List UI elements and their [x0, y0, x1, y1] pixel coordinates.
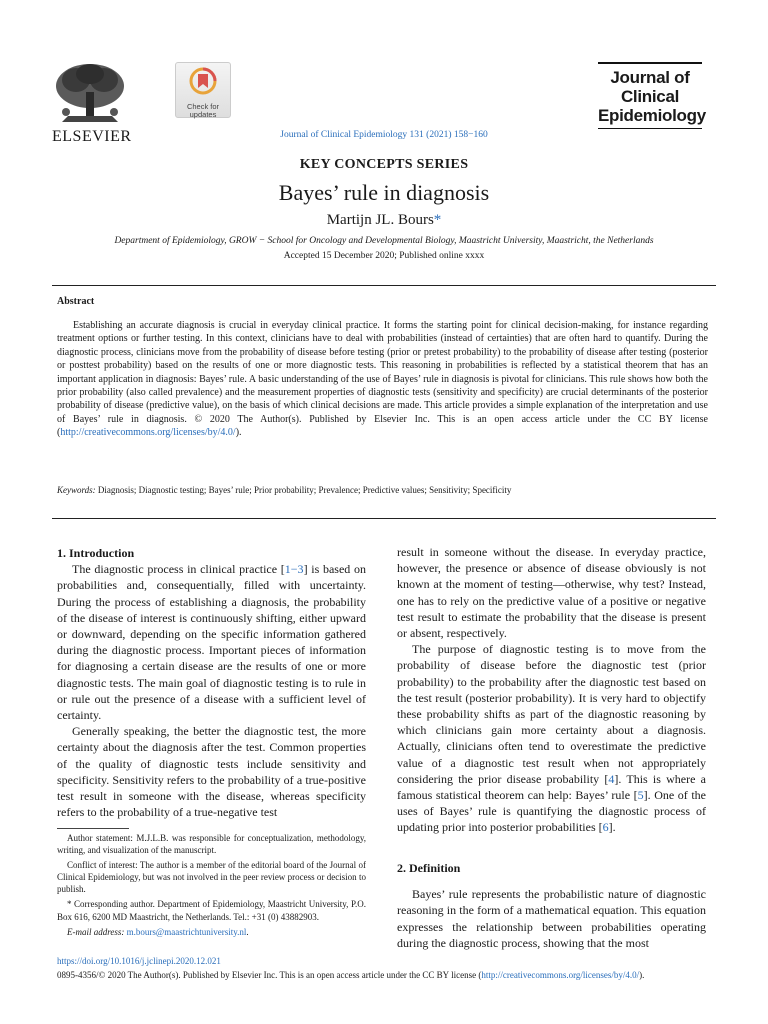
publication-dates: Accepted 15 December 2020; Published online xxxx — [283, 251, 485, 261]
text: ]. This is where a famous statistical theorem can help: Bayes’ rule [ — [397, 771, 707, 803]
affiliation: Department of Epidemiology, GROW − School for Oncology and Developmental Biology, Maastricht University, Maastricht, the Netherlands — [114, 236, 654, 246]
paragraph: result in someone without the disease. In everyday practice, however, the presence or absence of disease obviously is not known at the moment of testing—otherwise, why test? Instead, one has to rely on the predictive value of a positive or negative test result to estimate the probability that the disease is present or absent, respectively. — [397, 545, 706, 641]
text: ] is based on probabilities and, consequentially, filled with uncertainty. During the process of establishing a diagnosis, the probability of the disease of interest is continuously shifting, either upward or downward, depending on the specific information gathered during the diagnostic process. Important pieces of information for diagnosing a certain disease are the results of one or more diagnostic tests. The main goal of diagnostic testing is to rule in or rule out the presence of a disease with a sufficient level of certainty. — [57, 562, 366, 723]
author-text: Martijn JL. Bours — [326, 212, 434, 228]
check-updates-label: Check for — [186, 102, 220, 111]
paragraph — [397, 641, 706, 835]
email-link[interactable]: m.bours@maastrichtuniversity.nl — [126, 926, 247, 937]
article-title: Bayes’ rule in diagnosis — [278, 180, 490, 205]
journal-logo — [598, 62, 706, 129]
copyright-line — [57, 969, 712, 981]
paragraph: Bayes’ rule represents the probabilistic nature of diagnostic reasoning in the form of a mathematical equation. This equation expresses the relationship between probabilities operating during the diagnostic process, showing that the most — [397, 887, 706, 950]
section-heading-definition: 2. Definition — [397, 861, 461, 875]
corresponding-author: * Corresponding author. Department of Epidemiology, Maastricht University, P.O. Box 616, 6200 MD Maastricht, the Netherlands. Tel.: +31 (0) 43882903. — [57, 899, 366, 922]
journal-reference[interactable]: Journal of Clinical Epidemiology 131 (2021) 158−160 — [280, 130, 488, 140]
section-heading-introduction: 1. Introduction — [57, 546, 135, 560]
journal-logo-line: Journal of — [610, 68, 690, 87]
text: 0895-4356/© 2020 The Author(s). Published by Elsevier Inc. This is an open access article under the CC BY license ( — [57, 970, 482, 980]
journal-logo-line: Epidemiology — [598, 106, 706, 125]
reference-link[interactable]: 1−3 — [284, 562, 304, 577]
keywords-label: Keywords: — [57, 485, 96, 495]
series-label: KEY CONCEPTS SERIES — [299, 157, 469, 172]
definition-section — [397, 860, 706, 951]
abstract-heading: Abstract — [57, 296, 95, 307]
author-footnote-link[interactable]: * — [433, 212, 442, 228]
conflict-statement: Conflict of interest: The author is a member of the editorial board of the Journal of Clinical Epidemiology, but was not involved in the peer review process or decision to publish. — [57, 860, 366, 895]
reference-link[interactable]: 5 — [637, 788, 644, 803]
footnotes — [57, 832, 366, 941]
text: ]. — [608, 820, 616, 835]
license-link[interactable]: http://creativecommons.org/licenses/by/4.0/ — [481, 970, 640, 980]
abstract-body-text: Establishing an accurate diagnosis is crucial in everyday clinical practice. It forms the starting point for clinical decision-making, for instance regarding treatment options or further testing. In this context, clinicians have to deal with probabilities (instead of certainties) that are often hard to quantify. During the diagnostic process, clinicians move from the probability of disease before testing (prior or pretest probability) to the probability of disease after testing (posterior or posttest probability) based on the results of one or more diagnostic tests. This reasoning in probabilities is reflected by a statistical theorem that has an important application in diagnosis: Bayes’ rule. A basic understanding of the use of Bayes’ rule in diagnosis is pivotal for clinicians. This rule shows how both the prior probability (also called prevalence) and the measurement properties of diagnostic tests (sensitivity and specificity) are crucial determinants of the posterior probability of disease (predictive value), on the basis of which clinical decisions are made. This article provides a simple explanation of the interpretation and use of Bayes’ rule in diagnosis. © 2020 The Author(s). Published by Elsevier Inc. This is an open access article under the CC BY license ( — [57, 320, 708, 439]
abstract-end: ). — [235, 427, 242, 439]
divider — [52, 285, 716, 286]
text: The diagnostic process in clinical practice [ — [72, 562, 285, 577]
reference-link[interactable]: 4 — [608, 771, 615, 786]
check-updates-label-2: updates — [189, 110, 217, 119]
reference-link[interactable]: 6 — [602, 820, 609, 835]
author-statement: Author statement: M.J.L.B. was responsible for conceptualization, methodology, writing, and visualization of the manuscript. — [57, 833, 366, 856]
text: ). — [639, 970, 645, 980]
text: ]. One of the uses of Bayes’ rule is quantifying the diagnostic process of updating prior into posterior probabilities [ — [397, 788, 706, 835]
text: The purpose of diagnostic testing is to move from the probability of disease before the diagnostic test (prior probability) to the probability after the diagnostic test based on the test result (posterior probability). It is very hard to objectify these probability shifts as part of the diagnostic reasoning by which clinicians gain more certainty about a diagnosis. Actually, clinicians often tend to overestimate the predictive value of a diagnostic test result when not appropriately considering the prior disease probability [ — [397, 642, 706, 786]
bookmark-circle-icon — [188, 66, 218, 96]
paragraph: Generally speaking, the better the diagnostic test, the more certainty about the diagnosis after the test. Common properties of the quality of diagnostic tests include sensitivity and specificity. Sensitivity refers to the probability of a true-positive test result in someone with the disease, whereas specificity refers to the probability of a true-negative test — [57, 724, 366, 820]
journal-logo-line: Clinical — [620, 87, 680, 106]
publisher-name: ELSEVIER — [52, 128, 132, 145]
left-column — [57, 545, 366, 820]
check-for-updates-button[interactable] — [175, 62, 231, 118]
right-column — [397, 544, 706, 836]
keywords — [57, 485, 708, 495]
license-link[interactable]: http://creativecommons.org/licenses/by/4.0/ — [60, 427, 236, 439]
footnote-divider — [57, 828, 129, 829]
paragraph — [57, 561, 366, 723]
doi-link[interactable]: https://doi.org/10.1016/j.jclinepi.2020.12.021 — [57, 956, 221, 966]
text: . — [246, 926, 249, 937]
abstract-text — [57, 319, 708, 440]
elsevier-tree-icon — [52, 62, 128, 126]
email-line — [57, 926, 366, 938]
email-label: E-mail address: — [67, 926, 125, 937]
author-name — [0, 212, 768, 229]
keywords-list: Diagnosis; Diagnostic testing; Bayes’ rule; Prior probability; Prevalence; Predictive values; Sensitivity; Specificity — [97, 485, 512, 495]
divider — [52, 518, 716, 519]
